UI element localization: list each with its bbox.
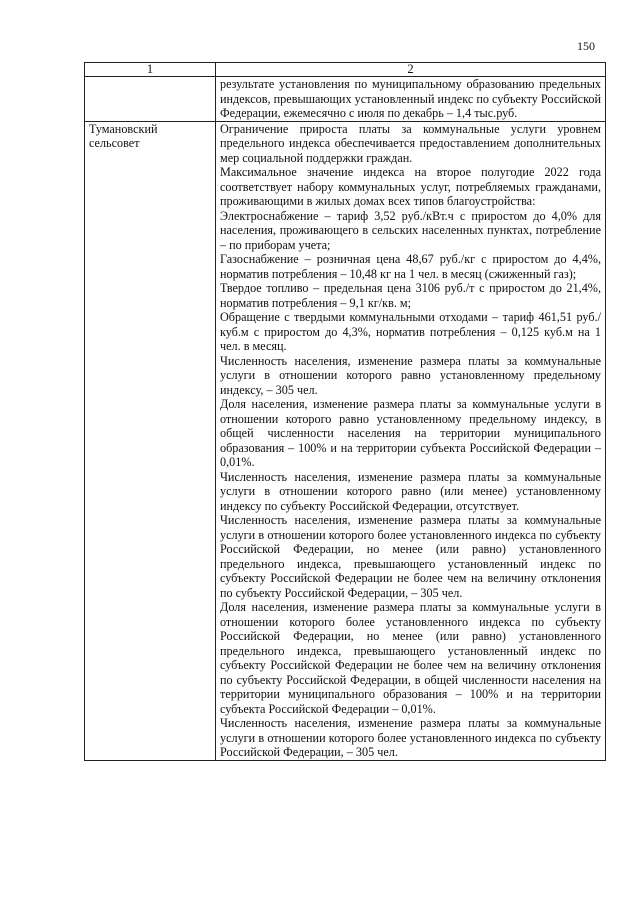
paragraph: Численность населения, изменение размера платы за коммунальные услуги в отношении которого более установленного индекса по субъекту Российской Федерации, но менее (или равно) установленного предельного индекса, превышающего установленный индекс по субъекту Российской Федерации не более чем на величину отклонения по субъекту Российской Федерации, – 305 чел. [220,513,601,600]
municipality-cell [85,121,216,760]
table-row [85,77,606,122]
paragraph: Численность населения, изменение размера платы за коммунальные услуги в отношении которого равно установленному предельному индексу, – 305 чел. [220,353,601,397]
page-number: 150 [577,39,595,53]
municipality-name-line: сельсовет [89,136,140,150]
paragraph: Твердое топливо – предельная цена 3106 руб./т с приростом до 21,4%, норматив потребления – 9,1 кг/кв. м; [220,281,601,310]
paragraph: Численность населения, изменение размера платы за коммунальные услуги в отношении которого более установленного индекса по субъекту Российской Федерации, – 305 чел. [220,716,601,759]
content-table [84,62,606,761]
paragraph: Доля населения, изменение размера платы за коммунальные услуги в отношении которого равно установленному предельному индексу, в общей численности населения на территории муниципального образования – 100% и на территории субъекта Российской Федерации – 0,01%. [220,397,601,469]
municipality-cell [85,77,216,122]
municipality-name-line: Тумановский [89,121,158,136]
table-header-row [85,63,606,77]
paragraph: Электроснабжение – тариф 3,52 руб./кВт.ч с приростом до 4,0% для населения, проживающего в сельских населенных пунктах, потребление – по приборам учета; [220,208,601,252]
paragraph: Максимальное значение индекса на второе полугодие 2022 года соответствует набору коммунальных услуг, потребляемых гражданами, проживающими в жилых домах всех типов благоустройства: [220,165,601,208]
table-row [85,121,606,760]
paragraph: Обращение с твердыми коммунальными отходами – тариф 461,51 руб./куб.м с приростом до 4,3%, норматив потребления – 0,125 куб.м на 1 чел. в месяц. [220,310,601,353]
paragraph: Газоснабжение – розничная цена 48,67 руб./кг с приростом до 4,4%, норматив потребления – 10,48 кг на 1 чел. в месяц (сжиженный газ); [220,252,601,281]
description-cell [216,121,606,760]
column-header-2: 2 [216,63,606,77]
paragraph: Доля населения, изменение размера платы за коммунальные услуги в отношении которого более установленного индекса по субъекту Российской Федерации, но менее (или равно) установленного предельного индекса, превышающего установленный индекс по субъекту Российской Федерации не более чем на величину отклонения по субъекту Российской Федерации, в общей численности населения на территории муниципального образования – 100% и на территории субъекта Российской Федерации – 0,01%. [220,600,601,716]
paragraph: результате установления по муниципальному образованию предельных индексов, превышающих установленный индекс по субъекту Российской Федерации, ежемесячно с июля по декабрь – 1,4 тыс.руб. [220,77,601,120]
column-header-1: 1 [85,63,216,77]
paragraph: Численность населения, изменение размера платы за коммунальные услуги в отношении которого равно (или менее) установленному индексу по субъекту Российской Федерации, отсутствует. [220,469,601,513]
paragraph: Ограничение прироста платы за коммунальные услуги уровнем предельного индекса обеспечивается предоставлением дополнительных мер социальной поддержки граждан. [220,121,601,165]
description-cell [216,77,606,122]
